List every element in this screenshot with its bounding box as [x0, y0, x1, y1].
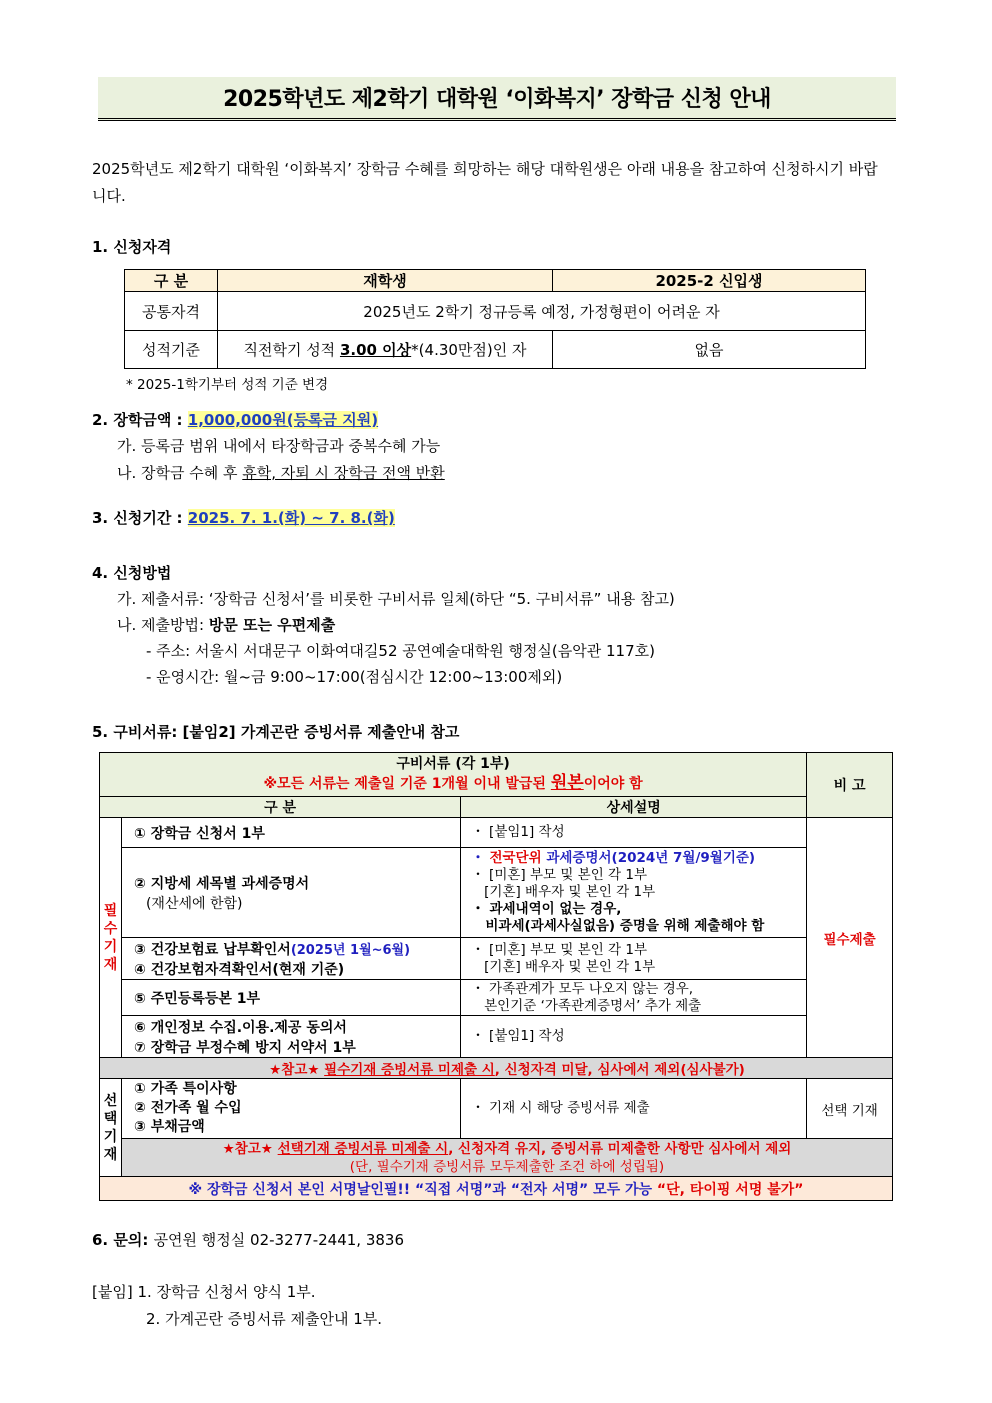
sec2-line-b: [117, 462, 445, 483]
req-item-2-title: ② 지방세 세목별 과세증명서: [133, 875, 310, 892]
sec4-line-a: 가. 제출서류: ‘장학금 신청서’를 비롯한 구비서류 일체(하단 “5. 구비서류” 내용 참고): [117, 590, 675, 608]
req-detail-2-line4: ・ 과세내역이 없는 경우,: [471, 901, 622, 917]
req-detail-5: ・ [붙임1] 작성: [461, 1016, 807, 1058]
sec2-line-a: 가. 등록금 범위 내에서 타장학금과 중복수혜 가능: [117, 437, 441, 455]
opt-detail: ・ 기재 시 해당 증빙서류 제출: [461, 1079, 807, 1139]
req-char-1: 필: [103, 902, 118, 919]
opt-char-4: 재: [103, 1146, 118, 1163]
opt-items: [121, 1079, 460, 1139]
req-item-2: [121, 848, 460, 938]
documents-table: [99, 752, 893, 1201]
opt-note-underline: 선택기재 증빙서류 미제출 시: [277, 1140, 449, 1157]
docs-head-title: 구비서류 (각 1부): [396, 756, 510, 772]
d2-post: 과세증명서(2024년 7월/9월기준): [541, 850, 756, 866]
docs-note-post: 이어야 함: [583, 776, 643, 792]
req-detail-3-line1: ・ [미혼] 부모 및 본인 각 1부: [471, 941, 648, 958]
grade-post: *(4.30만점)인 자: [411, 341, 527, 359]
req-detail-3-line2: [기혼] 배우자 및 본인 각 1부: [471, 958, 656, 975]
sec6-contact: 공연원 행정실 02-3277-2441, 3836: [153, 1231, 405, 1249]
sign-note-red: “단, 타이핑 서명 불가”: [652, 1181, 804, 1198]
req-char-2: 수: [103, 920, 118, 937]
sec3-line: [92, 507, 395, 528]
sec4-line-b: [117, 614, 335, 635]
sec5-heading: 5. 구비서류: [붙임2] 가계곤란 증빙서류 제출안내 참고: [92, 723, 460, 741]
opt-note-line1: [122, 1140, 892, 1158]
r3-pre: ③ 건강보험료 납부확인서: [133, 941, 291, 958]
sec1-note: * 2025-1학기부터 성적 기준 변경: [126, 377, 329, 393]
sec3-period: 2025. 7. 1.(화) ~ 7. 8.(화): [187, 509, 395, 527]
req-note-underline: 필수기재 증빙서류 미제출 시: [324, 1062, 495, 1078]
req-item-5-line1: ⑥ 개인정보 수집.이용.제공 동의서: [133, 1019, 347, 1036]
sec2-b-pre: 나. 장학금 수혜 후: [117, 464, 243, 482]
req-detail-4: [461, 980, 807, 1016]
page-title: 2025학년도 제2학기 대학원 ‘이화복지’ 장학금 신청 안내: [223, 87, 771, 112]
required-remark: 필수제출: [807, 818, 893, 1058]
opt-char-3: 기: [103, 1128, 118, 1145]
grade-pre: 직전학기 성적: [243, 341, 340, 359]
req-note-pre: ★참고★: [269, 1062, 325, 1078]
req-item-5: [121, 1016, 460, 1058]
col-remarks: 비 고: [807, 753, 893, 818]
col-category: 구 분: [125, 270, 218, 292]
opt-remark: 선택 기재: [807, 1079, 893, 1139]
req-item-1: ① 장학금 신청서 1부: [121, 818, 460, 848]
opt-char-2: 택: [103, 1110, 118, 1127]
attach-line-1: [붙임] 1. 장학금 신청서 양식 1부.: [92, 1283, 316, 1301]
req-detail-2-line5: 비과세(과세사실없음) 증명을 위해 제출해야 함: [471, 918, 765, 934]
col-freshman: 2025-2 신입생: [553, 270, 866, 292]
req-detail-1: ・ [붙임1] 작성: [461, 818, 807, 848]
sec1-heading: 1. 신청자격: [92, 238, 172, 256]
req-detail-3: [461, 938, 807, 980]
row-grade-enrolled: [218, 331, 553, 369]
d2-pre: ・: [471, 850, 490, 866]
sec2-line: [92, 409, 378, 430]
attach-line-2: 2. 가계곤란 증빙서류 제출안내 1부.: [146, 1310, 383, 1328]
docs-note-pre: ※모든 서류는 제출일 기준 1개월 이내 발급된: [263, 776, 551, 792]
req-detail-4-line1: ・ 가족관계가 모두 나오지 않는 경우,: [471, 980, 694, 997]
req-note-post: , 신청자격 미달, 심사에서 제외(심사불가): [494, 1062, 745, 1078]
sign-note-blue: ※ 장학금 신청서 본인 서명날인필!! “직접 서명”과 “전자 서명” 모두 가능: [188, 1181, 653, 1198]
req-detail-2: [461, 848, 807, 938]
opt-char-1: 선: [103, 1092, 118, 1109]
row-common-value: 2025년도 2학기 정규등록 예정, 가정형편이 어려운 자: [218, 292, 866, 331]
r3-blue: (2025년 1월~6월): [290, 942, 411, 958]
opt-note-post: , 신청자격 유지, 증빙서류 미제출한 사항만 심사에서 제외: [448, 1140, 792, 1157]
req-detail-2-line1: [471, 850, 806, 867]
opt-item-2: ② 전가족 월 수입: [133, 1100, 242, 1116]
eligibility-table: [124, 269, 866, 369]
sec2-heading: 2. 장학금액 :: [92, 411, 188, 429]
sec4-hours: - 운영시간: 월~금 9:00~17:00(점심시간 12:00~13:00제외): [146, 668, 563, 686]
required-note: [100, 1058, 893, 1079]
docs-note-big: 원본: [550, 773, 584, 793]
grade-bold: 3.00 이상: [339, 341, 412, 359]
sec2-amount: 1,000,000원(등록금 지원): [187, 411, 379, 429]
row-grade-freshman: 없음: [553, 331, 866, 369]
req-item-3: [121, 938, 460, 980]
opt-item-1: ① 가족 특이사항: [133, 1081, 237, 1097]
sec4-b-bold: 방문 또는 우편제출: [208, 616, 336, 634]
sec6-line: [92, 1229, 404, 1250]
title-banner: [98, 77, 896, 121]
opt-item-3: ③ 부채금액: [133, 1119, 205, 1135]
col-detail: 상세설명: [461, 797, 807, 818]
sec6-heading: 6. 문의:: [92, 1231, 154, 1249]
req-item-3-line2: ④ 건강보험자격확인서(현재 기준): [133, 961, 345, 978]
row-grade-label: 성적기준: [125, 331, 218, 369]
col-category: 구 분: [100, 797, 461, 818]
sec4-address: - 주소: 서울시 서대문구 이화여대길52 공연예술대학원 행정실(음악관 117호): [146, 642, 655, 660]
req-detail-2-line2: ・ [미혼] 부모 및 본인 각 1부: [471, 867, 648, 883]
req-char-3: 기: [103, 938, 118, 955]
docs-head: [100, 753, 807, 797]
docs-head-note: [100, 774, 806, 794]
col-enrolled: 재학생: [218, 270, 553, 292]
req-item-4: ⑤ 주민등록등본 1부: [121, 980, 460, 1016]
req-item-2-sub: (재산세에 한함): [145, 895, 243, 912]
req-char-4: 재: [103, 956, 118, 973]
sign-note: [100, 1177, 893, 1201]
row-common-label: 공통자격: [125, 292, 218, 331]
intro-text: 2025학년도 제2학기 대학원 ‘이화복지’ 장학금 수혜를 희망하는 해당 대학원생은 아래 내용을 참고하여 신청하시기 바랍니다.: [92, 160, 878, 205]
optional-label: [100, 1079, 122, 1177]
sec4-heading: 4. 신청방법: [92, 564, 172, 582]
sec2-b-underline: 휴학, 자퇴 시 장학금 전액 반환: [242, 464, 445, 482]
opt-note-pre: ★참고★: [222, 1140, 278, 1157]
sec4-b-pre: 나. 제출방법:: [117, 616, 209, 634]
d2-red: 전국단위: [489, 850, 542, 866]
opt-note-line2: (단, 필수기재 증빙서류 모두제출한 조건 하에 성립됨): [349, 1158, 665, 1175]
req-item-3-line1: [134, 939, 460, 959]
req-detail-4-line2: 본인기준 ‘가족관계증명서’ 추가 제출: [471, 997, 702, 1014]
req-item-5-line2: ⑦ 장학금 부정수혜 방지 서약서 1부: [133, 1039, 356, 1056]
required-label: [100, 818, 122, 1058]
optional-note: [121, 1139, 892, 1177]
sec3-heading: 3. 신청기간 :: [92, 509, 188, 527]
req-detail-2-line3: [기혼] 배우자 및 본인 각 1부: [471, 884, 656, 900]
